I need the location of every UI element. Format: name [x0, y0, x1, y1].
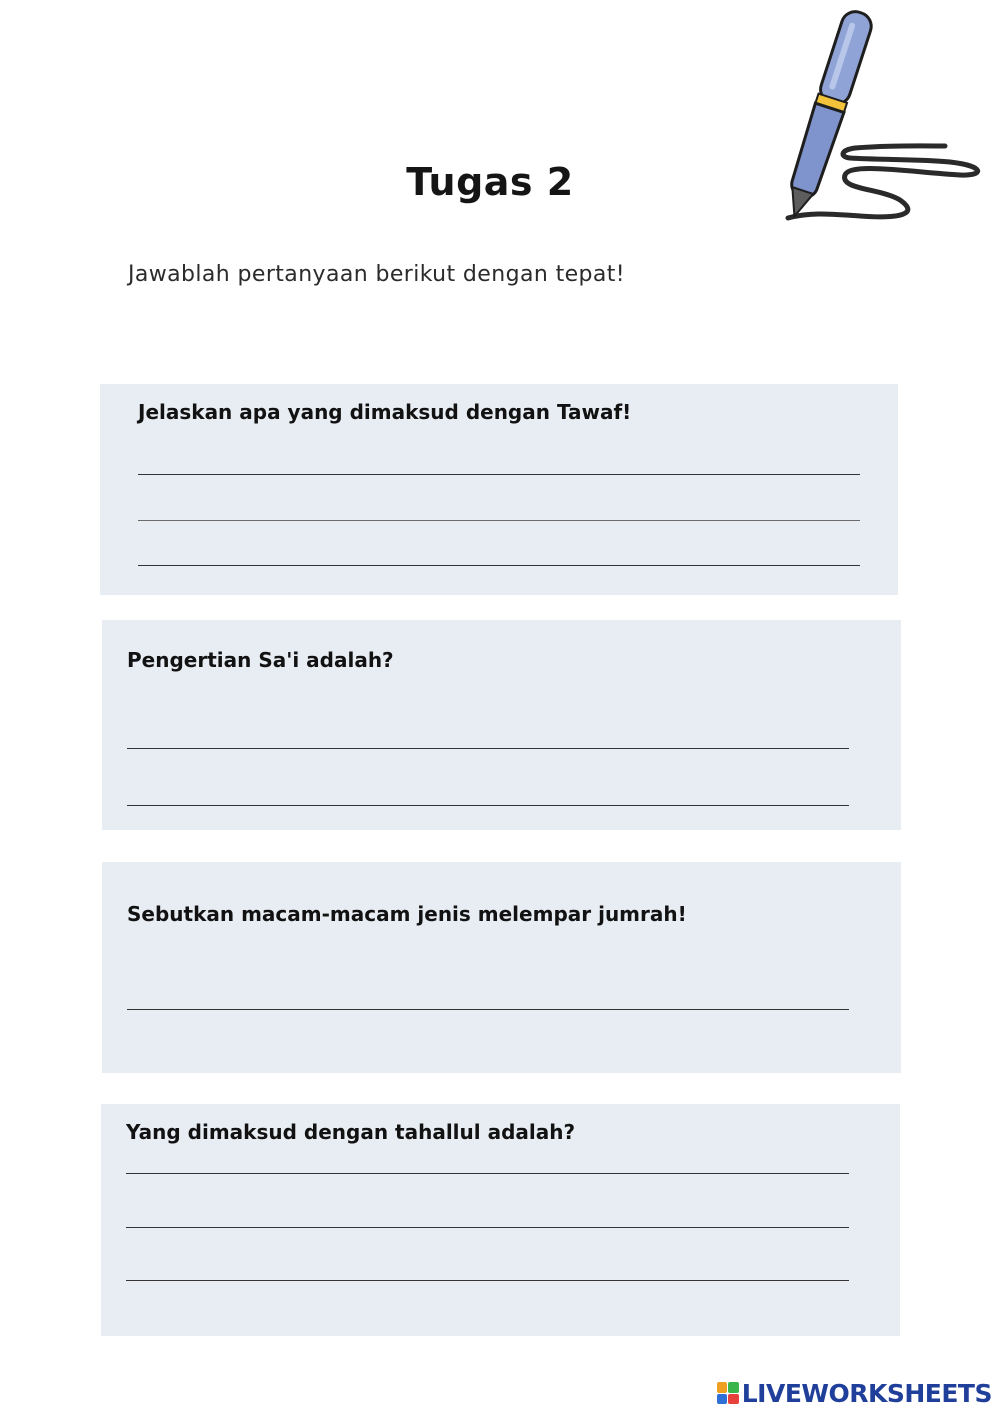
question-text-1: Jelaskan apa yang dimaksud dengan Tawaf!: [138, 400, 632, 424]
liveworksheets-logo-icon: [717, 1382, 739, 1404]
answer-line[interactable]: [138, 565, 860, 566]
answer-line[interactable]: [126, 1280, 849, 1281]
question-card-2: [102, 620, 901, 830]
liveworksheets-brand: [717, 1378, 992, 1408]
worksheet-instruction: Jawablah pertanyaan berikut dengan tepat!: [128, 262, 626, 287]
answer-line[interactable]: [126, 1227, 849, 1228]
question-text-3: Sebutkan macam-macam jenis melempar jumrah!: [127, 902, 687, 926]
question-text-4: Yang dimaksud dengan tahallul adalah?: [126, 1120, 576, 1144]
question-card-4: [101, 1104, 900, 1336]
answer-line[interactable]: [127, 1009, 849, 1010]
answer-line[interactable]: [127, 805, 849, 806]
liveworksheets-logo-text: LIVEWORKSHEETS: [741, 1378, 992, 1408]
answer-line[interactable]: [126, 1173, 849, 1174]
answer-line[interactable]: [138, 474, 860, 475]
answer-line[interactable]: [138, 520, 860, 521]
answer-line[interactable]: [127, 748, 849, 749]
worksheet-title: Tugas 2: [406, 160, 574, 204]
question-text-2: Pengertian Sa'i adalah?: [127, 648, 394, 672]
question-card-1: [100, 384, 898, 595]
question-card-3: [102, 862, 901, 1073]
